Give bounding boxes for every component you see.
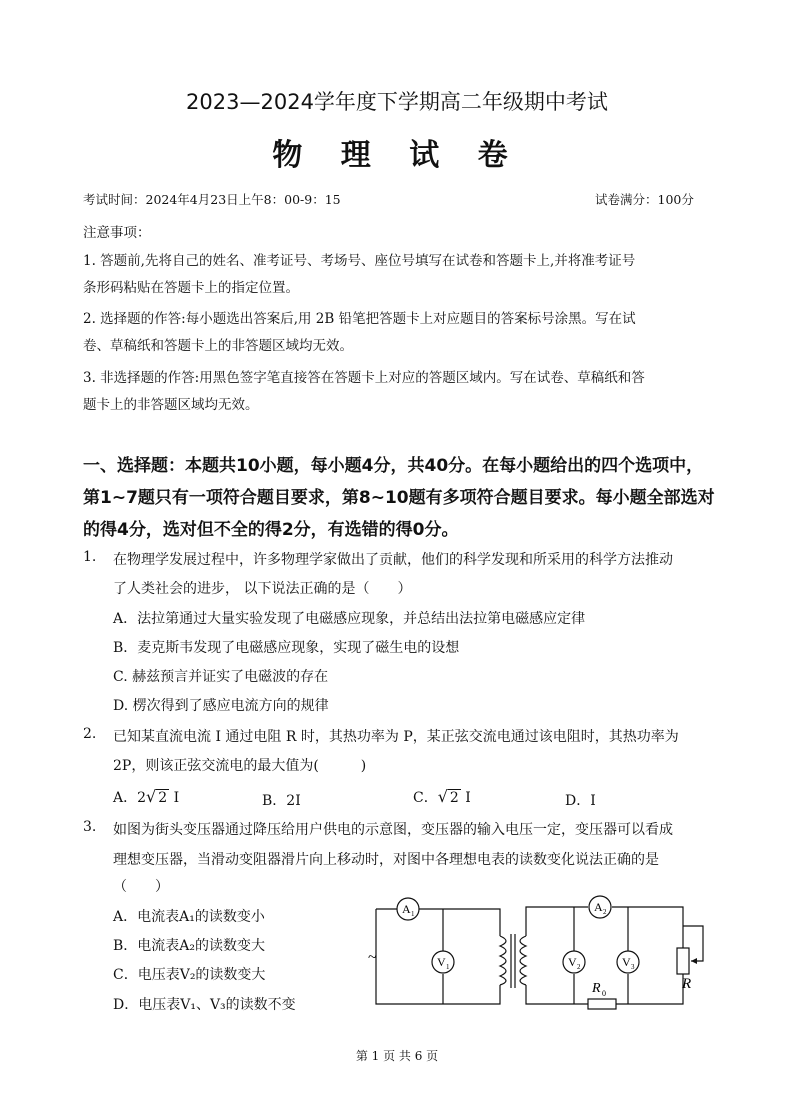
note-line: 条形码粘贴在答题卡上的指定位置。 xyxy=(83,280,299,296)
a2-subscript: 2 xyxy=(603,908,607,916)
subject-title: 物 理 试 卷 xyxy=(272,138,522,173)
question-stem: 理想变压器，当滑动变阻器滑片向上移动时，对图中各理想电表的读数变化说法正确的是 xyxy=(113,852,659,868)
v1-label: V xyxy=(437,955,446,969)
exam-title: 2023—2024学年度下学期高二年级期中考试 xyxy=(186,90,608,114)
r0-subscript: 0 xyxy=(602,989,606,998)
option-c: C．电压表V₂的读数变大 xyxy=(113,967,266,983)
option-c-label: C． xyxy=(413,790,438,806)
option-b: B．2I xyxy=(262,793,301,809)
option-c: C. 赫兹预言并证实了电磁波的存在 xyxy=(113,669,329,685)
r0-label: R xyxy=(592,981,601,996)
note-line: 3. 非选择题的作答:用黑色签字笔直接答在答题卡上对应的答题区域内。写在试卷、草稿纸和答 xyxy=(83,370,645,386)
v2-label: V xyxy=(568,955,577,969)
option-b: B．麦克斯韦发现了电磁感应现象，实现了磁生电的设想 xyxy=(113,640,460,656)
option-c-unit: I xyxy=(465,790,471,806)
note-line: 题卡上的非答题区域均无效。 xyxy=(83,397,259,413)
section-heading-line: 的得4分，选对但不全的得2分，有选错的得0分。 xyxy=(83,520,459,540)
v3-label: V xyxy=(622,955,631,969)
option-d: D. 楞次得到了感应电流方向的规律 xyxy=(113,698,329,714)
option-d: D．电压表V₁、V₃的读数不变 xyxy=(113,997,296,1013)
resistor-r0-icon xyxy=(588,999,616,1009)
sqrt-symbol: √ 2 xyxy=(437,787,459,806)
rheostat-r-icon xyxy=(677,948,689,974)
question-stem: 在物理学发展过程中，许多物理学家做出了贡献，他们的科学发现和所采用的科学方法推动 xyxy=(113,552,673,568)
note-line: 卷、草稿纸和答题卡上的非答题区域均无效。 xyxy=(83,338,353,354)
question-stem: 如图为街头变压器通过降压给用户供电的示意图，变压器的输入电压一定，变压器可以看成 xyxy=(113,822,673,838)
option-c xyxy=(413,787,471,807)
ac-source-label: ~ xyxy=(368,949,377,966)
full-score: 试卷满分：100分 xyxy=(595,192,694,207)
radicand: 2 xyxy=(158,790,168,806)
option-d: D．I xyxy=(565,793,596,809)
transformer-circuit-diagram xyxy=(360,888,720,1018)
section-heading-line: 一、选择题：本题共10小题，每小题4分，共40分。在每小题给出的四个选项中， xyxy=(83,456,704,476)
question-number: 2. xyxy=(83,726,97,742)
question-number: 1. xyxy=(83,549,97,565)
v1-subscript: 1 xyxy=(446,963,450,971)
exam-time: 考试时间：2024年4月23日上午8：00-9：15 xyxy=(83,192,341,207)
radicand: 2 xyxy=(449,790,459,806)
option-a: A．法拉第通过大量实验发现了电磁感应现象，并总结出法拉第电磁感应定律 xyxy=(113,611,586,627)
question-stem: （ ） xyxy=(113,879,169,895)
a1-label: A xyxy=(402,902,411,916)
r-label: R xyxy=(682,976,692,992)
section-heading-line: 第1~7题只有一项符合题目要求，第8~10题有多项符合题目要求。每小题全部选对 xyxy=(83,488,715,508)
question-number: 3. xyxy=(83,819,97,835)
a2-label: A xyxy=(594,900,603,914)
v3-subscript: 3 xyxy=(631,963,635,971)
page-number: 第 1 页 共 6 页 xyxy=(355,1049,439,1063)
note-line: 2. 选择题的作答:每小题选出答案后,用 2B 铅笔把答题卡上对应题目的答案标号涂黑。写在试 xyxy=(83,311,636,327)
question-stem: 2P，则该正弦交流电的最大值为( ) xyxy=(113,758,367,774)
option-a xyxy=(113,787,179,807)
note-line: 1. 答题前,先将自己的姓名、准考证号、考场号、座位号填写在试卷和答题卡上,并将准考证号 xyxy=(83,253,636,269)
option-b: B．电流表A₂的读数变大 xyxy=(113,938,266,954)
option-a: A．电流表A₁的读数变小 xyxy=(113,909,265,925)
notes-heading: 注意事项： xyxy=(83,225,151,241)
question-stem: 已知某直流电流 I 通过电阻 R 时，其热功率为 P，某正弦交流电通过该电阻时，其热功率为 xyxy=(113,729,679,745)
v2-subscript: 2 xyxy=(577,963,581,971)
a1-subscript: 1 xyxy=(411,910,415,918)
option-a-label: A．2 xyxy=(113,790,147,806)
sqrt-symbol: √ 2 xyxy=(146,787,168,806)
option-a-unit: I xyxy=(173,790,180,806)
question-stem: 了人类社会的进步， 以下说法正确的是（ ） xyxy=(113,581,412,597)
